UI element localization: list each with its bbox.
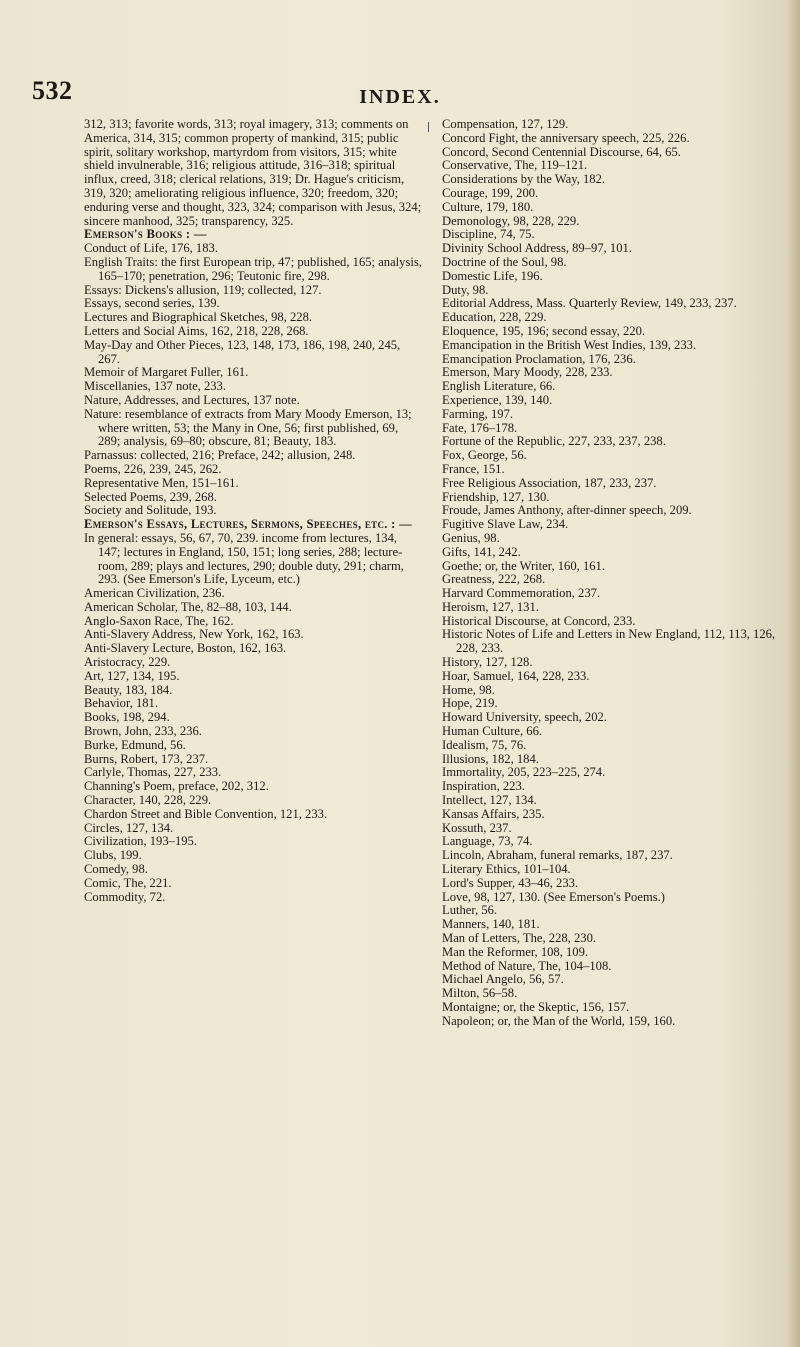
index-entry: Michael Angelo, 56, 57. bbox=[442, 972, 564, 987]
index-entry: Art, 127, 134, 195. bbox=[84, 668, 180, 683]
index-entry: Conduct of Life, 176, 183. bbox=[84, 241, 218, 256]
index-entry: Home, 98. bbox=[442, 682, 495, 697]
index-entry: Parnassus: collected, 216; Preface, 242; allusion, 248. bbox=[84, 448, 356, 463]
index-entry: Doctrine of the Soul, 98. bbox=[442, 254, 567, 269]
index-entry: Miscellanies, 137 note, 233. bbox=[84, 379, 227, 394]
index-entry: Inspiration, 223. bbox=[442, 779, 525, 794]
index-entry: Civilization, 193–195. bbox=[84, 834, 197, 849]
index-entry: Emerson, Mary Moody, 228, 233. bbox=[442, 365, 613, 380]
index-entry: Historical Discourse, at Concord, 233. bbox=[442, 613, 636, 628]
index-entry: Lord's Supper, 43–46, 233. bbox=[442, 875, 579, 890]
column-divider bbox=[428, 122, 429, 132]
index-entry: Anglo-Saxon Race, The, 162. bbox=[84, 613, 234, 628]
index-entry: Comedy, 98. bbox=[84, 862, 148, 877]
index-entry: Anti-Slavery Address, New York, 162, 163. bbox=[84, 627, 304, 642]
index-entry: Behavior, 181. bbox=[84, 696, 158, 711]
index-entry: Goethe; or, the Writer, 160, 161. bbox=[442, 558, 605, 573]
index-entry: Considerations by the Way, 182. bbox=[442, 172, 606, 187]
index-entry: Demonology, 98, 228, 229. bbox=[442, 213, 580, 228]
running-head: INDEX. bbox=[359, 86, 441, 108]
index-entry: Divinity School Address, 89–97, 101. bbox=[442, 241, 632, 256]
index-entry: Love, 98, 127, 130. (See Emerson's Poems.) bbox=[442, 889, 665, 904]
index-entry: Fugitive Slave Law, 234. bbox=[442, 517, 569, 532]
index-entry: Selected Poems, 239, 268. bbox=[84, 489, 217, 504]
index-entry: Manners, 140, 181. bbox=[442, 917, 540, 932]
index-entry: Domestic Life, 196. bbox=[442, 268, 543, 283]
index-entry: Clubs, 199. bbox=[84, 848, 142, 863]
index-entry: Emerson's Essays, Lectures, Sermons, Speeches, etc. : — bbox=[84, 517, 413, 532]
index-entry: Harvard Commemoration, 237. bbox=[442, 586, 601, 601]
index-entry: In general: essays, 56, 67, 70, 239. income from lectures, 134, 147; lectures in England, 150, 151; long series, 288; lecture-room, 289; plays and lectures, 290; double duty, 291; charm, 293. (See Emerson's Life, Lyceum, etc.) bbox=[84, 530, 404, 587]
index-entry: Nature: resemblance of extracts from Mary Moody Emerson, 13; where written, 53; the Many in One, 56; first published, 69, 289; analysis, 69–80; obscure, 81; Beauty, 183. bbox=[84, 406, 412, 449]
page-number: 532 bbox=[32, 76, 73, 105]
index-entry: Language, 73, 74. bbox=[442, 834, 533, 849]
index-entry: Lincoln, Abraham, funeral remarks, 187, 237. bbox=[442, 848, 673, 863]
index-entry: Letters and Social Aims, 162, 218, 228, 268. bbox=[84, 323, 309, 338]
index-entry: Experience, 139, 140. bbox=[442, 392, 553, 407]
index-entry: Chardon Street and Bible Convention, 121, 233. bbox=[84, 806, 328, 821]
index-entry: Man the Reformer, 108, 109. bbox=[442, 944, 589, 959]
index-entry: Immortality, 205, 223–225, 274. bbox=[442, 765, 606, 780]
index-entry: Free Religious Association, 187, 233, 237. bbox=[442, 475, 657, 490]
index-entry: Emerson's Books : — bbox=[84, 227, 207, 242]
index-entry: Compensation, 127, 129. bbox=[442, 117, 569, 131]
index-entry: Method of Nature, The, 104–108. bbox=[442, 958, 612, 973]
page-edge-shadow bbox=[786, 0, 800, 1347]
index-entry: Lectures and Biographical Sketches, 98, 228. bbox=[84, 310, 313, 325]
index-entry: Fortune of the Republic, 227, 233, 237, 238. bbox=[442, 434, 666, 449]
index-entry: 312, 313; favorite words, 313; royal imagery, 313; comments on America, 314, 315; common property of mankind, 315; public spirit, solitary workshop, martyrdom from visitors, 315; white shield invulnerable, 316; religious attitude, 316–318; spiritual influx, creed, 318; clerical relations, 319; Dr. Hague's criticism, 319, 320; ameliorating religious influence, 320; freedom, 320; enduring verse and thought, 323, 324; comparison with Jesus, 324; sincere manhood, 325; transparency, 325. bbox=[84, 117, 422, 228]
index-entry: Human Culture, 66. bbox=[442, 724, 543, 739]
index-entry: Carlyle, Thomas, 227, 233. bbox=[84, 765, 222, 780]
index-entry: Poems, 226, 239, 245, 262. bbox=[84, 461, 222, 476]
index-entry: Heroism, 127, 131. bbox=[442, 599, 539, 614]
index-entry: Memoir of Margaret Fuller, 161. bbox=[84, 365, 249, 380]
index-entry: Napoleon; or, the Man of the World, 159, 160. bbox=[442, 1013, 676, 1028]
index-entry: American Civilization, 236. bbox=[84, 586, 225, 601]
index-entry: Luther, 56. bbox=[442, 903, 498, 918]
index-entry: Nature, Addresses, and Lectures, 137 note. bbox=[84, 392, 300, 407]
index-entry: Eloquence, 195, 196; second essay, 220. bbox=[442, 323, 646, 338]
index-entry: American Scholar, The, 82–88, 103, 144. bbox=[84, 599, 292, 614]
index-entry: Emancipation in the British West Indies, 139, 233. bbox=[442, 337, 697, 352]
index-entry: Comic, The, 221. bbox=[84, 875, 172, 890]
index-entry: Emancipation Proclamation, 176, 236. bbox=[442, 351, 636, 366]
index-entry: Books, 198, 294. bbox=[84, 710, 170, 725]
index-entry: Illusions, 182, 184. bbox=[442, 751, 539, 766]
index-entry: Discipline, 74, 75. bbox=[442, 227, 535, 242]
index-entry: Anti-Slavery Lecture, Boston, 162, 163. bbox=[84, 641, 287, 656]
index-entry: Historic Notes of Life and Letters in New England, 112, 113, 126, 228, 233. bbox=[442, 627, 776, 656]
index-entry: Essays, second series, 139. bbox=[84, 296, 220, 311]
index-entry: Froude, James Anthony, after-dinner speech, 209. bbox=[442, 503, 692, 518]
index-entry: Beauty, 183, 184. bbox=[84, 682, 173, 697]
index-entry: Genius, 98. bbox=[442, 530, 500, 545]
index-column-left bbox=[84, 118, 422, 904]
index-entry: May-Day and Other Pieces, 123, 148, 173, 186, 198, 240, 245, 267. bbox=[84, 337, 401, 366]
index-entry: Friendship, 127, 130. bbox=[442, 489, 550, 504]
index-entry: Burns, Robert, 173, 237. bbox=[84, 751, 209, 766]
index-entry: Intellect, 127, 134. bbox=[442, 793, 537, 808]
index-entry: Howard University, speech, 202. bbox=[442, 710, 607, 725]
index-entry: Conservative, The, 119–121. bbox=[442, 158, 588, 173]
index-entry: Society and Solitude, 193. bbox=[84, 503, 217, 518]
index-entry: Duty, 98. bbox=[442, 282, 489, 297]
index-entry: France, 151. bbox=[442, 461, 505, 476]
index-entry: Channing's Poem, preface, 202, 312. bbox=[84, 779, 269, 794]
index-entry: Man of Letters, The, 228, 230. bbox=[442, 931, 597, 946]
index-entry: Circles, 127, 134. bbox=[84, 820, 174, 835]
index-entry: Representative Men, 151–161. bbox=[84, 475, 239, 490]
index-entry: Kossuth, 237. bbox=[442, 820, 512, 835]
index-entry: Farming, 197. bbox=[442, 406, 514, 421]
index-entry: Gifts, 141, 242. bbox=[442, 544, 521, 559]
index-entry: Kansas Affairs, 235. bbox=[442, 806, 545, 821]
index-entry: English Literature, 66. bbox=[442, 379, 556, 394]
index-entry: Character, 140, 228, 229. bbox=[84, 793, 212, 808]
index-column-right bbox=[442, 118, 782, 1029]
index-entry: Burke, Edmund, 56. bbox=[84, 737, 186, 752]
index-entry: Idealism, 75, 76. bbox=[442, 737, 527, 752]
index-entry: Fate, 176–178. bbox=[442, 420, 518, 435]
index-entry: Culture, 179, 180. bbox=[442, 199, 534, 214]
index-entry: Aristocracy, 229. bbox=[84, 655, 171, 670]
index-entry: Hope, 219. bbox=[442, 696, 498, 711]
index-entry: Editorial Address, Mass. Quarterly Review, 149, 233, 237. bbox=[442, 296, 737, 311]
index-entry: Essays: Dickens's allusion, 119; collected, 127. bbox=[84, 282, 322, 297]
index-entry: Greatness, 222, 268. bbox=[442, 572, 546, 587]
index-entry: Fox, George, 56. bbox=[442, 448, 527, 463]
index-entry: Concord, Second Centennial Discourse, 64, 65. bbox=[442, 144, 681, 159]
index-entry: Commodity, 72. bbox=[84, 889, 166, 904]
index-entry: History, 127, 128. bbox=[442, 655, 533, 670]
index-entry: Hoar, Samuel, 164, 228, 233. bbox=[442, 668, 590, 683]
index-entry: English Traits: the first European trip, 47; published, 165; analysis, 165–170; penetration, 296; Teutonic fire, 298. bbox=[84, 254, 422, 283]
index-entry: Montaigne; or, the Skeptic, 156, 157. bbox=[442, 1000, 630, 1014]
index-entry: Milton, 56–58. bbox=[442, 986, 518, 1001]
index-entry: Brown, John, 233, 236. bbox=[84, 724, 202, 739]
index-entry: Courage, 199, 200. bbox=[442, 185, 539, 200]
index-entry: Education, 228, 229. bbox=[442, 310, 547, 325]
index-entry: Concord Fight, the anniversary speech, 225, 226. bbox=[442, 130, 690, 145]
index-entry: Literary Ethics, 101–104. bbox=[442, 862, 571, 877]
